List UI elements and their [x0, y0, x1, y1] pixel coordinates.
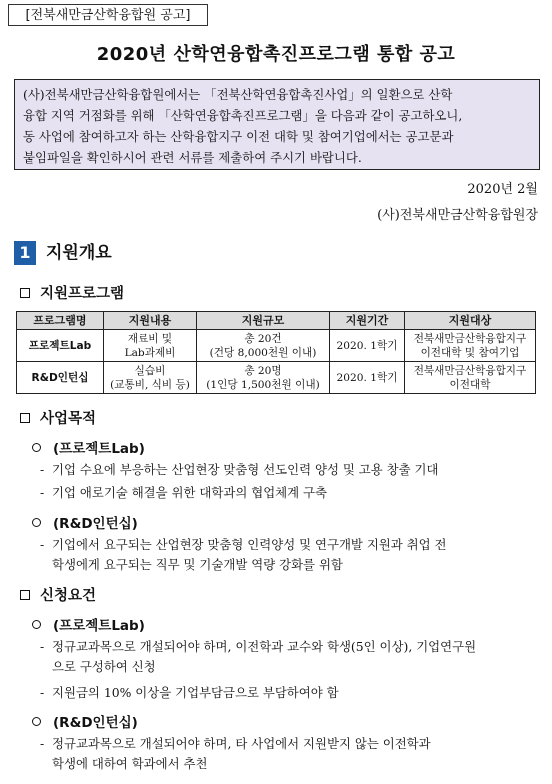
- group-title: (프로젝트Lab): [53, 441, 145, 457]
- table-cell-content: [104, 362, 197, 394]
- list-item-text: 학생에 대하여 학과에서 추천: [52, 756, 208, 771]
- circle-bullet-icon: [32, 717, 41, 726]
- cell-line: 전북새만금산학융합지구: [413, 364, 527, 377]
- cell-line: 총 20명: [244, 364, 282, 377]
- square-bullet-icon: [20, 413, 30, 423]
- cell-line: (1인당 1,500천원 이내): [206, 378, 320, 391]
- group-heading: [32, 711, 138, 731]
- list-item-text: 정규교과목으로 개설되어야 하며, 이전학과 교수와 학생(5인 이상), 기업연구원: [52, 639, 477, 654]
- table-cell-period: 2020. 1학기: [330, 362, 405, 394]
- cell-line: 이전대학: [449, 378, 491, 391]
- group-heading: [32, 437, 145, 457]
- table-header: 지원내용: [104, 312, 197, 330]
- page-title: 2020년 산학연융합촉진프로그램 통합 공고: [96, 44, 456, 65]
- notice-box: [14, 79, 540, 170]
- list-item-text: 지원금의 10% 이상을 기업부담금으로 부담하여야 함: [52, 685, 339, 700]
- list-item-text: 기업 애로기술 해결을 위한 대학과의 협업체계 구축: [52, 485, 327, 500]
- group-title: (R&D인턴십): [53, 715, 138, 731]
- table-cell-period: 2020. 1학기: [330, 330, 405, 362]
- notice-line: 붙임파일을 확인하시어 관련 서류를 제출하여 주시기 바랍니다.: [23, 150, 362, 165]
- cell-line: (교통비, 식비 등): [110, 378, 190, 391]
- list-item: - 기업 수요에 부응하는 산업현장 맞춤형 선도인력 양성 및 고용 창출 기대: [40, 460, 540, 480]
- table-header: 프로그램명: [17, 312, 104, 330]
- subsection-title: 신청요건: [40, 588, 97, 604]
- table-header: 지원규모: [197, 312, 330, 330]
- table-row: [17, 330, 536, 362]
- circle-bullet-icon: [32, 518, 41, 527]
- section-title: 지원개요: [46, 243, 112, 263]
- header-tag: [전북새만금산학융합원 공고]: [8, 4, 208, 26]
- list-item: - 지원금의 10% 이상을 기업부담금으로 부담하여야 함: [40, 683, 540, 703]
- cell-line: 전북새만금산학융합지구: [413, 332, 527, 345]
- table-cell-scale: [197, 362, 330, 394]
- list-item-text: 으로 구성하여 신청: [52, 659, 156, 674]
- list-item: - 기업 애로기술 해결을 위한 대학과의 협업체계 구축: [40, 483, 540, 503]
- program-table: [16, 311, 536, 394]
- group-title: (R&D인턴십): [53, 516, 138, 532]
- list-item: - 정규교과목으로 개설되어야 하며, 이전학과 교수와 학생(5인 이상), 기업연구원 으로 구성하여 신청: [40, 637, 550, 677]
- circle-bullet-icon: [32, 620, 41, 629]
- subsection-program: [20, 282, 124, 303]
- table-row: [17, 362, 536, 394]
- list-item-text: 기업 수요에 부응하는 산업현장 맞춤형 선도인력 양성 및 고용 창출 기대: [52, 462, 439, 477]
- subsection-title: 사업목적: [40, 411, 97, 427]
- group-heading: [32, 614, 145, 634]
- subsection-title: 지원프로그램: [40, 286, 125, 302]
- notice-date: 2020년 2월: [467, 182, 538, 197]
- table-header-row: [17, 312, 536, 330]
- cell-line: (건당 8,000천원 이내): [209, 346, 317, 359]
- table-header: 지원대상: [405, 312, 536, 330]
- square-bullet-icon: [20, 590, 30, 600]
- cell-line: 이전대학 및 참여기업: [420, 346, 520, 359]
- table-cell-program-name: 프로젝트Lab: [17, 330, 104, 362]
- group-heading: [32, 512, 138, 532]
- table-cell-scale: [197, 330, 330, 362]
- cell-line: 실습비: [134, 364, 166, 377]
- list-item-text: 학생에게 요구되는 직무 및 기술개발 역량 강화를 위함: [52, 557, 343, 572]
- group-title: (프로젝트Lab): [53, 618, 145, 634]
- subsection-purpose: [20, 407, 96, 428]
- cell-line: Lab과제비: [124, 346, 176, 359]
- table-cell-target: [405, 362, 536, 394]
- issuing-org: (사)전북새만금산학융합원장: [377, 208, 538, 223]
- notice-line: 동 사업에 참여하고자 하는 산학융합지구 이전 대학 및 참여기업에서는 공고문과: [23, 129, 454, 144]
- list-item: - 기업에서 요구되는 산업현장 맞춤형 인력양성 및 연구개발 지원과 취업 전 학생에게 요구되는 직무 및 기술개발 역량 강화를 위함: [40, 535, 550, 575]
- cell-line: 재료비 및: [127, 332, 173, 345]
- table-cell-target: [405, 330, 536, 362]
- section-number-badge: 1: [14, 241, 36, 265]
- list-item-text: 기업에서 요구되는 산업현장 맞춤형 인력양성 및 연구개발 지원과 취업 전: [52, 537, 447, 552]
- table-cell-content: [104, 330, 197, 362]
- list-item: - 정규교과목으로 개설되어야 하며, 타 사업에서 지원받지 않는 이전학과 학생에 대하여 학과에서 추천: [40, 734, 550, 774]
- cell-line: 총 20건: [244, 332, 282, 345]
- square-bullet-icon: [20, 288, 30, 298]
- subsection-requirements: [20, 584, 96, 605]
- table-header: 지원기간: [330, 312, 405, 330]
- list-item-text: 정규교과목으로 개설되어야 하며, 타 사업에서 지원받지 않는 이전학과: [52, 736, 431, 751]
- notice-line: (사)전북새만금산학융합원에서는 「전북산학연융합촉진사업」의 일환으로 산학: [23, 87, 453, 102]
- notice-line: 융합 지역 거점화를 위해 「산학연융합촉진프로그램」을 다음과 같이 공고하오니,: [23, 108, 463, 123]
- circle-bullet-icon: [32, 443, 41, 452]
- table-cell-program-name: R&D인턴십: [17, 362, 104, 394]
